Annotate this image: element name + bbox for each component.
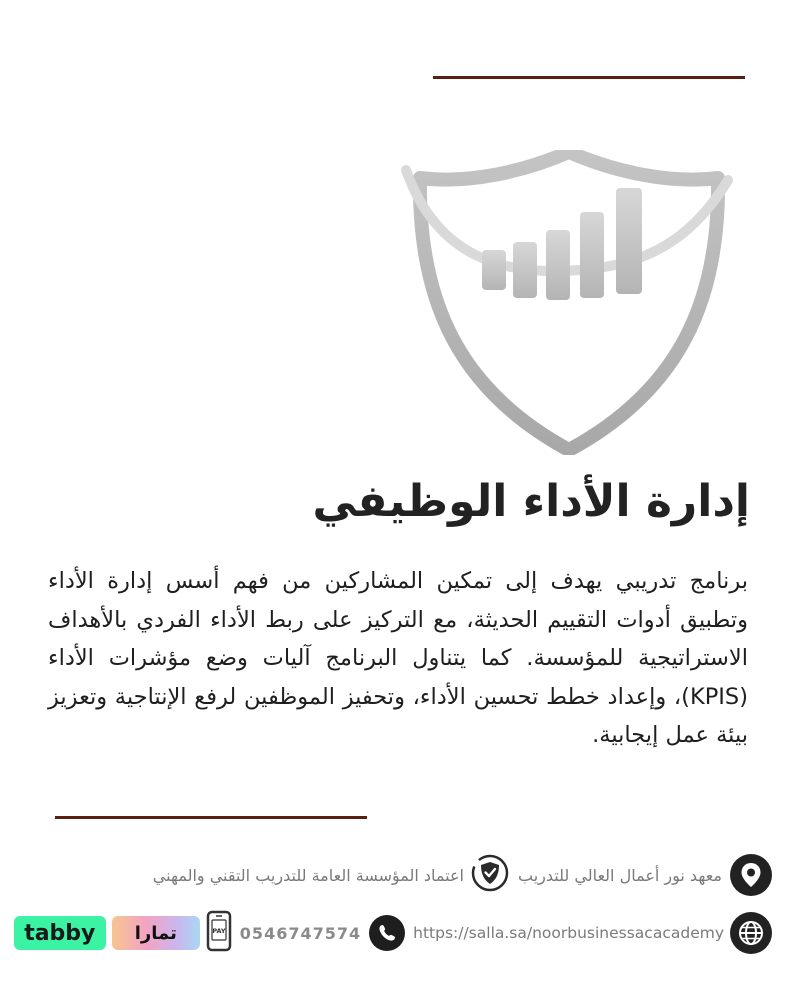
- program-description: برنامج تدريبي يهدف إلى تمكين المشاركين من فهم أسس إدارة الأداء وتطبيق أدوات التقييم الحديثة، مع التركيز على ربط الأداء الفردي بالأهداف الاستراتيجية للمؤسسة. كما يتناول البرنامج آليات وضع مؤشرات الأداء (KPIS)، وإعداد خطط تحسين الأداء، وتحفيز الموظفين لرفع الإنتاجية وتعزيز بيئة عمل إيجابية.: [48, 568, 748, 748]
- mobile-pay-icon: [206, 910, 232, 956]
- footer-row-info: [0, 852, 800, 898]
- bottom-divider: [55, 816, 367, 819]
- institute-name: معهد نور أعمال العالي للتدريب: [517, 865, 722, 885]
- verified-shield-icon: [470, 853, 510, 897]
- tabby-label: tabby: [24, 920, 96, 946]
- whatsapp-icon[interactable]: [369, 915, 405, 951]
- globe-icon[interactable]: [730, 912, 772, 954]
- map-pin-icon: [730, 854, 772, 896]
- website-link[interactable]: https://salla.sa/noorbusinessacacademy: [413, 924, 724, 942]
- tamara-label: تمارا: [134, 922, 177, 944]
- accreditation-text: اعتماد المؤسسة العامة للتدريب التقني والمهني: [152, 865, 464, 885]
- pay-label: PAY: [212, 927, 226, 935]
- performance-shield-emblem: [398, 150, 740, 455]
- top-divider: [433, 76, 745, 79]
- page-title: إدارة الأداء الوظيفي: [312, 476, 750, 527]
- tabby-badge: [14, 916, 106, 950]
- tamara-badge: [112, 916, 200, 950]
- phone-number[interactable]: 0546747574: [239, 923, 362, 943]
- footer-row-contact: [0, 910, 800, 956]
